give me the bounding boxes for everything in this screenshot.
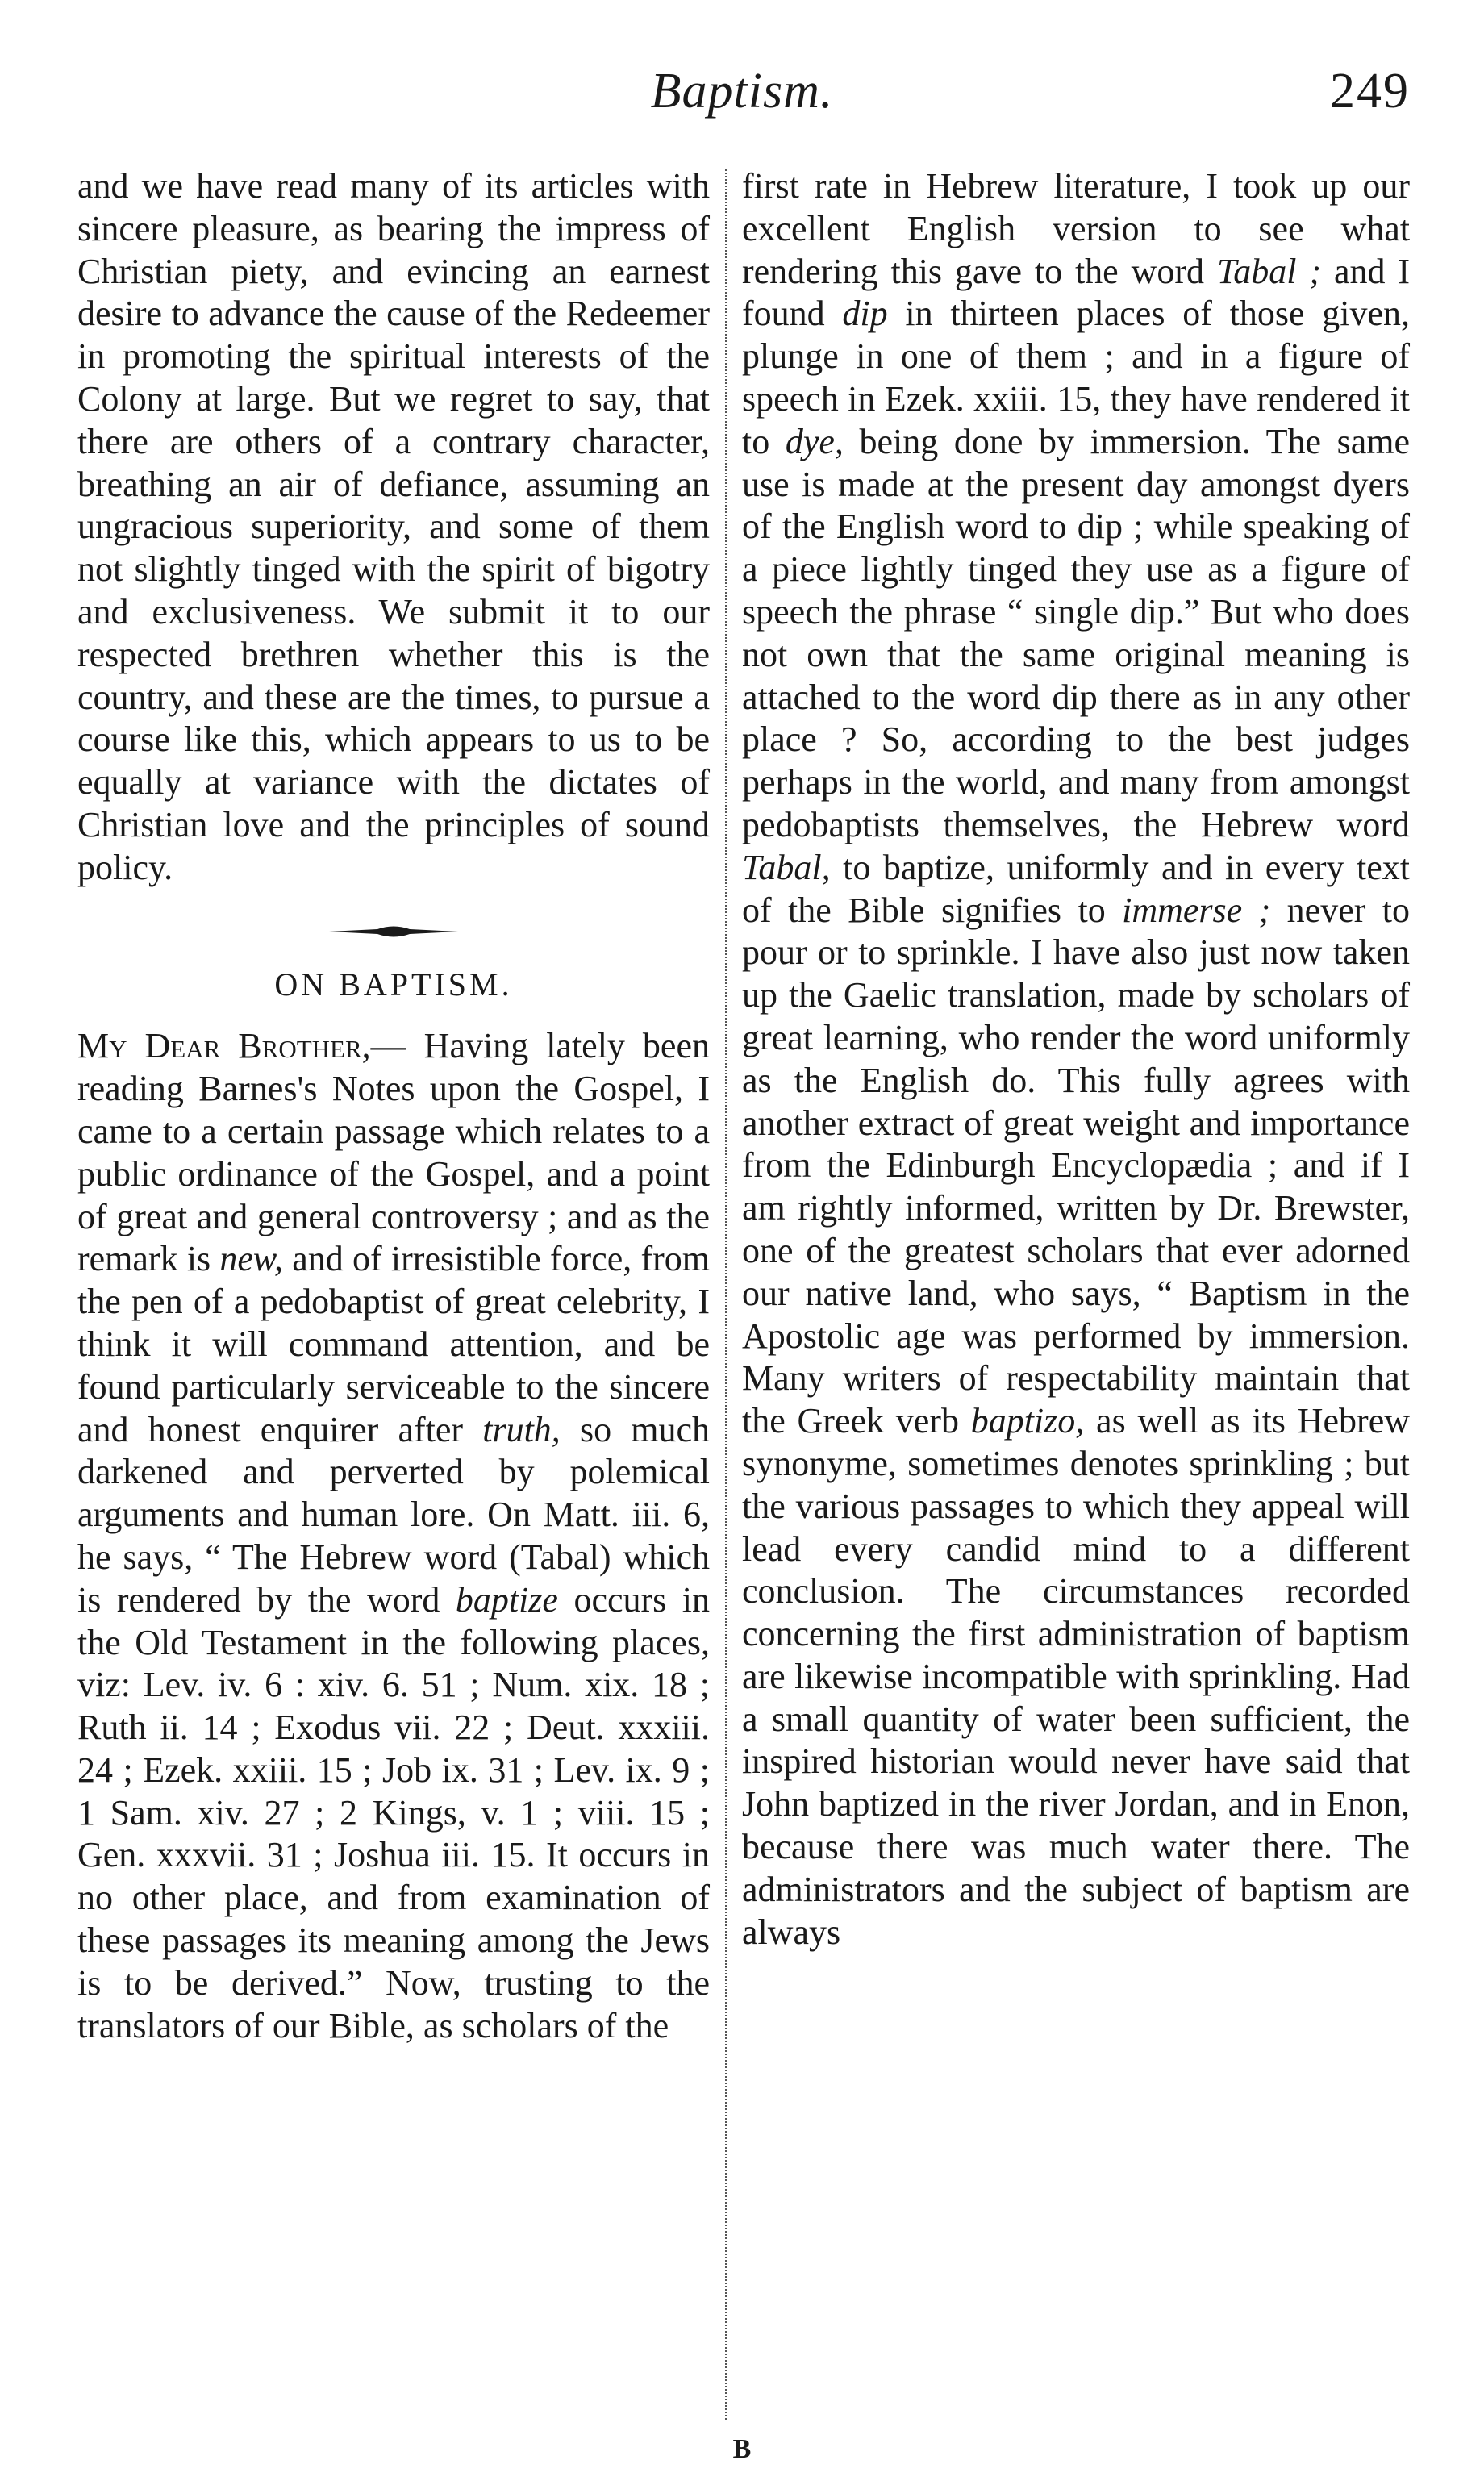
letter-text: and I found	[742, 251, 1410, 334]
page-number: 249	[1330, 64, 1410, 119]
emphasis-text: baptize	[455, 1579, 558, 1620]
right-column	[742, 165, 1410, 1954]
column-divider	[725, 169, 727, 2420]
emphasis-text: baptizo,	[970, 1401, 1085, 1441]
letter-text: first rate in Hebrew literature, I took up our excellent English version to see what rendering this gave to the word	[742, 166, 1410, 291]
emphasis-text: dye,	[785, 421, 844, 461]
letter-text: — Having lately been reading Barnes's Notes upon the Gospel, I came to a certain passage which relates to a public ordinance of the Gospel, and a point of great and general controversy ; and as the remark is	[77, 1026, 710, 1279]
emphasis-text: Tabal,	[742, 847, 831, 887]
section-heading: ON BAPTISM.	[274, 965, 513, 1003]
ornament-divider-icon	[329, 924, 458, 940]
emphasis-text: dip	[842, 294, 888, 334]
emphasis-text: new,	[219, 1239, 284, 1279]
letter-text: so much darkened and perverted by polemical arguments and human lore. On Matt. iii. 6, he says, “ The Hebrew word (Tabal) which is rendered by the word	[77, 1409, 710, 1620]
letter-text: to baptize, uniformly and in every text of the Bible signifies to	[742, 847, 1410, 930]
salutation: My Dear Brother,	[77, 1026, 371, 1066]
running-title: Baptism.	[650, 64, 834, 119]
letter-text: and of irresistible force, from the pen of a pedobaptist of great celebrity, I think it will command attention, and be found particularly serviceable to the sincere and honest enquirer after	[77, 1239, 710, 1449]
letter-text: being done by immersion. The same use is made at the present day amongst dyers of the English word to dip ; while speaking of a piece lightly tinged they use as a figure of speech the phrase “ single dip.” But who does not own that the same original meaning is attached to the word dip there as in any other place ? So, according to the best judges perhaps in the world, and many from amongst pedobaptists themselves, the Hebrew word	[742, 421, 1410, 844]
emphasis-text: Tabal ;	[1216, 251, 1322, 291]
article-paragraph: and we have read many of its articles with sincere pleasure, as bearing the impress of Christian piety, and evincing an earnest desire to advance the cause of the Redeemer in promoting the spiritual interests of the Colony at large. But we regret to say, that there are others of a contrary character, breathing an air of defiance, assuming an ungracious superiority, and some of them not slightly tinged with the spirit of bigotry and exclusiveness. We submit it to our respected brethren whether this is the country, and these are the times, to pursue a course like this, which appears to us to be equally at variance with the dictates of Christian love and the principles of sound policy.	[77, 166, 710, 887]
letter-paragraph	[77, 1025, 710, 2047]
letter-paragraph-continued	[742, 165, 1410, 1954]
signature-mark: B	[732, 2434, 752, 2464]
letter-text: as well as its Hebrew synonyme, sometimes denotes sprinkling ; but the various passages to which they appeal will lead every candid mind to a different conclusion. The circumstances recorded concerning the first administration of baptism are likewise incompatible with sprinkling. Had a small quantity of water been sufficient, the inspired historian would never have said that John baptized in the river Jordan, and in Enon, because there was much water there. The administrators and the subject of baptism are always	[742, 1401, 1410, 1952]
letter-text: in thirteen places of those given, plunge in one of them ; and in a figure of speech in Ezek. xxiii. 15, they have rendered it to	[742, 294, 1411, 461]
page-header	[0, 63, 1484, 136]
left-column	[77, 165, 710, 2047]
emphasis-text: immerse ;	[1122, 890, 1271, 930]
emphasis-text: truth,	[482, 1409, 561, 1449]
letter-text: occurs in the Old Testament in the following places, viz: Lev. iv. 6 : xiv. 6. 51 ; Num. xix. 18 ; Ruth ii. 14 ; Exodus vii. 22 ; Deut. xxxiii. 24 ; Ezek. xxiii. 15 ; Job ix. 31 ; Lev. ix. 9 ; 1 Sam. xiv. 27 ; 2 Kings, v. 1 ; viii. 15 ; Gen. xxxvii. 31 ; Joshua iii. 15. It occurs in no other place, and from examination of these passages its meaning among the Jews is to be derived.” Now, trusting to the translators of our Bible, as scholars of the	[77, 1579, 711, 2045]
letter-text: never to pour or to sprinkle. I have also just now taken up the Gaelic translation, made by scholars of great learning, who render the word uniformly as the English do. This fully agrees with another extract of great weight and importance from the Edinburgh Encyclopædia ; and if I am rightly informed, written by Dr. Brewster, one of the greatest scholars that ever adorned our native land, who says, “ Baptism in the Apostolic age was performed by immersion. Many writers of respectability maintain that the Greek verb	[742, 890, 1411, 1441]
